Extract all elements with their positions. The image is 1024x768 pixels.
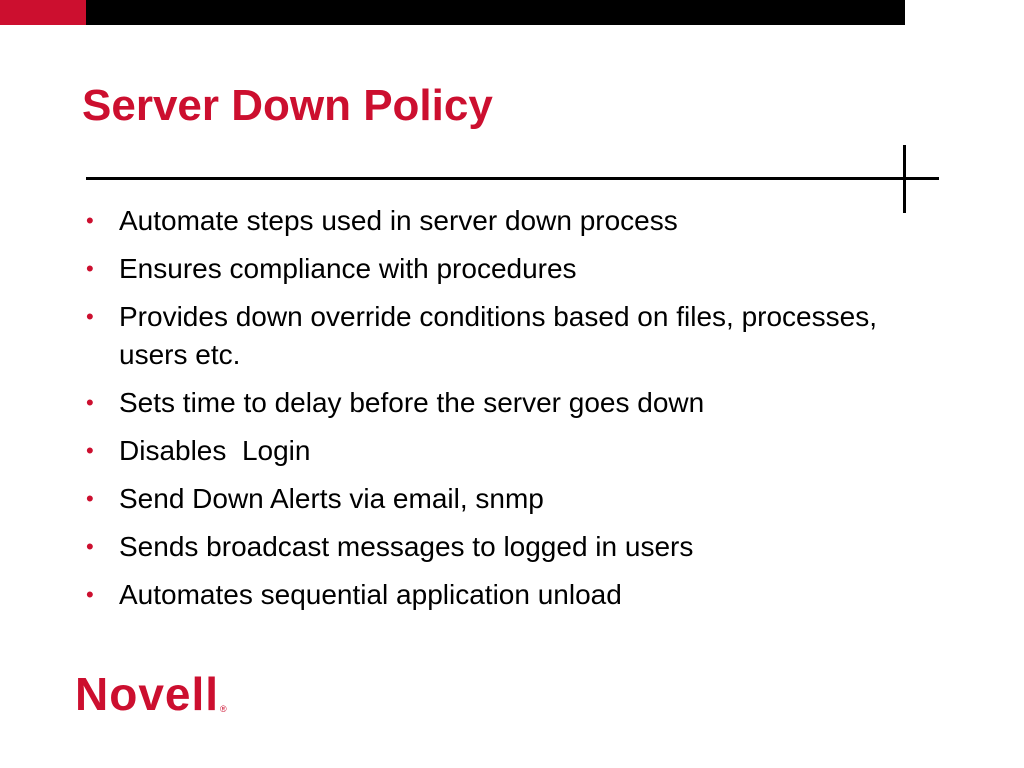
bullet-marker: •: [86, 304, 94, 329]
bullet-item: [82, 202, 912, 240]
slide-title: Server Down Policy: [82, 81, 493, 130]
bullet-marker: •: [86, 256, 94, 281]
bullet-marker: •: [86, 534, 94, 559]
bullet-marker: •: [86, 486, 94, 511]
novell-logo-wordmark: Novell: [75, 668, 220, 720]
bullet-item: [82, 298, 912, 374]
bullet-text: Disables Login: [119, 435, 311, 466]
bullet-marker: •: [86, 438, 94, 463]
registered-mark: ®: [220, 704, 227, 714]
title-divider: [86, 177, 939, 180]
bullet-text: Send Down Alerts via email, snmp: [119, 483, 544, 514]
novell-logo: [75, 668, 227, 720]
bullet-marker: •: [86, 582, 94, 607]
bullet-text: Automate steps used in server down process: [119, 205, 678, 236]
bullet-text: Ensures compliance with procedures: [119, 253, 577, 284]
bullet-text: Automates sequential application unload: [119, 579, 622, 610]
bullet-marker: •: [86, 208, 94, 233]
bullet-item: [82, 576, 912, 614]
bullet-item: [82, 250, 912, 288]
bullet-text: Provides down override conditions based on files, processes, users etc.: [119, 301, 885, 370]
bullet-item: [82, 432, 912, 470]
bullet-item: [82, 480, 912, 518]
bullet-text: Sets time to delay before the server goes down: [119, 387, 705, 418]
bullet-list: [82, 202, 912, 624]
top-accent-bar-red: [0, 0, 86, 25]
bullet-item: [82, 528, 912, 566]
bullet-item: [82, 384, 912, 422]
top-accent-bar-black: [86, 0, 905, 25]
bullet-marker: •: [86, 390, 94, 415]
bullet-text: Sends broadcast messages to logged in users: [119, 531, 694, 562]
